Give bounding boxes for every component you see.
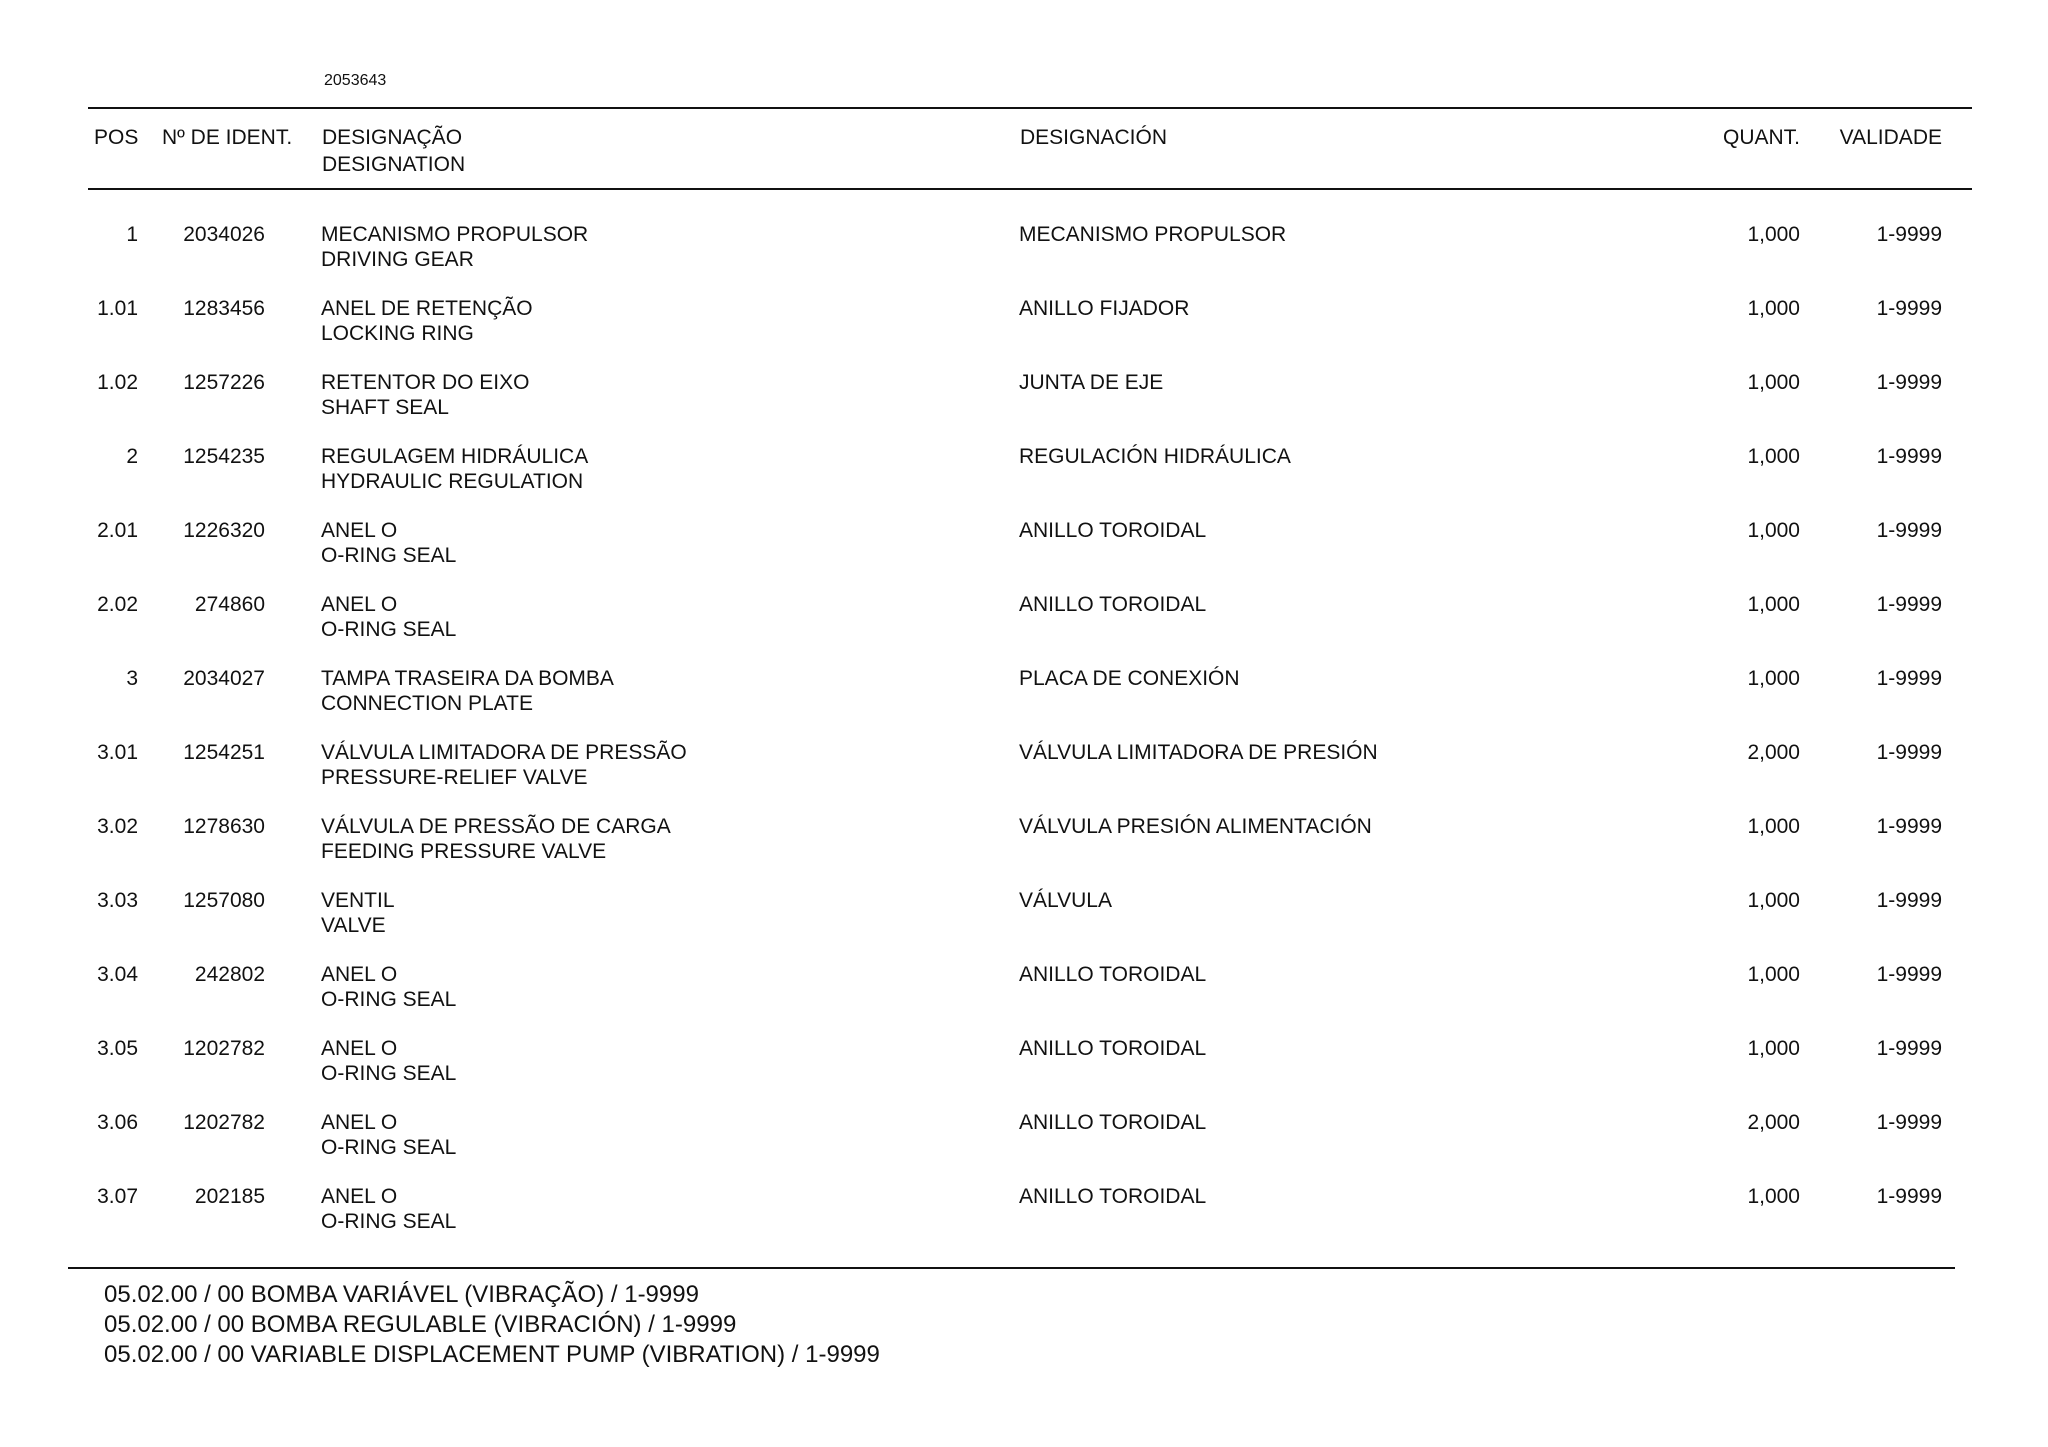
row-validity: 1-9999 <box>1876 667 1942 690</box>
row-designation-en: VALVE <box>321 914 386 937</box>
table-row <box>0 1110 2048 1184</box>
row-designation-en: DRIVING GEAR <box>321 248 474 271</box>
row-ident: 1257080 <box>183 889 265 912</box>
row-designation-es: MECANISMO PROPULSOR <box>1019 223 1287 246</box>
row-pos: 2.02 <box>97 593 138 616</box>
row-validity: 1-9999 <box>1876 963 1942 986</box>
row-designation-en: O-RING SEAL <box>321 544 457 567</box>
row-designation-pt: ANEL O <box>321 1111 398 1134</box>
table-row <box>0 1036 2048 1110</box>
row-designation-pt: ANEL O <box>321 963 398 986</box>
column-header-designation <box>322 124 465 178</box>
table-row <box>0 370 2048 444</box>
row-designation-pt: MECANISMO PROPULSOR <box>321 223 589 246</box>
row-designation-pt: VÁLVULA DE PRESSÃO DE CARGA <box>321 815 671 838</box>
row-designation-en: O-RING SEAL <box>321 1062 457 1085</box>
row-designation-es: VÁLVULA PRESIÓN ALIMENTACIÓN <box>1019 815 1372 838</box>
table-row <box>0 888 2048 962</box>
footer-line-en: 05.02.00 / 00 VARIABLE DISPLACEMENT PUMP (VIBRATION) / 1-9999 <box>104 1341 880 1368</box>
row-quantity: 1,000 <box>1747 815 1800 838</box>
row-designation-es: ANILLO TOROIDAL <box>1019 593 1207 616</box>
header-bottom-rule <box>88 188 1972 190</box>
table-row <box>0 666 2048 740</box>
row-pos: 2.01 <box>97 519 138 542</box>
row-pos: 1 <box>126 223 138 246</box>
row-validity: 1-9999 <box>1876 297 1942 320</box>
table-row <box>0 444 2048 518</box>
row-quantity: 1,000 <box>1747 1185 1800 1208</box>
row-quantity: 2,000 <box>1747 741 1800 764</box>
row-ident: 242802 <box>194 963 265 986</box>
row-pos: 3.04 <box>97 963 138 986</box>
row-pos: 3 <box>126 667 138 690</box>
row-quantity: 1,000 <box>1747 371 1800 394</box>
row-designation-pt: VÁLVULA LIMITADORA DE PRESSÃO <box>321 741 687 764</box>
row-pos: 3.02 <box>97 815 138 838</box>
row-quantity: 2,000 <box>1747 1111 1800 1134</box>
row-quantity: 1,000 <box>1747 889 1800 912</box>
row-designation-en: CONNECTION PLATE <box>321 692 533 715</box>
row-pos: 3.05 <box>97 1037 138 1060</box>
row-validity: 1-9999 <box>1876 445 1942 468</box>
row-designation-pt: REGULAGEM HIDRÁULICA <box>321 445 589 468</box>
header-top-rule <box>88 107 1972 109</box>
table-row <box>0 222 2048 296</box>
row-designation-en: LOCKING RING <box>321 322 474 345</box>
row-pos: 3.03 <box>97 889 138 912</box>
row-designation-pt: ANEL O <box>321 519 398 542</box>
row-ident: 1257226 <box>183 371 265 394</box>
row-validity: 1-9999 <box>1876 593 1942 616</box>
row-pos: 1.01 <box>97 297 138 320</box>
row-quantity: 1,000 <box>1747 1037 1800 1060</box>
row-designation-en: O-RING SEAL <box>321 988 457 1011</box>
table-row <box>0 592 2048 666</box>
row-quantity: 1,000 <box>1747 593 1800 616</box>
row-designation-pt: ANEL O <box>321 593 398 616</box>
row-pos: 3.06 <box>97 1111 138 1134</box>
row-pos: 3.07 <box>97 1185 138 1208</box>
row-quantity: 1,000 <box>1747 445 1800 468</box>
row-ident: 202185 <box>194 1185 265 1208</box>
table-row <box>0 518 2048 592</box>
row-designation-es: VÁLVULA LIMITADORA DE PRESIÓN <box>1019 741 1378 764</box>
column-header-pos: POS <box>94 126 139 149</box>
footer-line-pt: 05.02.00 / 00 BOMBA VARIÁVEL (VIBRAÇÃO) / 1-9999 <box>104 1281 699 1308</box>
row-validity: 1-9999 <box>1876 1111 1942 1134</box>
column-header-designation-es: DESIGNACIÓN <box>1020 126 1168 149</box>
row-validity: 1-9999 <box>1876 223 1942 246</box>
row-pos: 2 <box>126 445 138 468</box>
row-ident: 1226320 <box>183 519 265 542</box>
row-pos: 3.01 <box>97 741 138 764</box>
column-header-designation-pt: DESIGNAÇÃO <box>322 126 463 149</box>
row-designation-pt: ANEL O <box>321 1185 398 1208</box>
row-designation-en: O-RING SEAL <box>321 1210 457 1233</box>
column-header-quantity: QUANT. <box>1722 126 1800 149</box>
row-designation-pt: TAMPA TRASEIRA DA BOMBA <box>321 667 614 690</box>
row-pos: 1.02 <box>97 371 138 394</box>
row-quantity: 1,000 <box>1747 963 1800 986</box>
row-validity: 1-9999 <box>1876 371 1942 394</box>
row-ident: 1254235 <box>183 445 265 468</box>
row-designation-es: ANILLO TOROIDAL <box>1019 1185 1207 1208</box>
row-ident: 1283456 <box>183 297 265 320</box>
row-ident: 1278630 <box>183 815 265 838</box>
row-designation-en: O-RING SEAL <box>321 1136 457 1159</box>
column-header-validity: VALIDADE <box>1839 126 1942 149</box>
row-designation-en: PRESSURE-RELIEF VALVE <box>321 766 588 789</box>
row-designation-en: HYDRAULIC REGULATION <box>321 470 584 493</box>
row-ident: 2034027 <box>183 667 265 690</box>
row-ident: 1254251 <box>183 741 265 764</box>
table-row <box>0 296 2048 370</box>
table-row <box>0 1184 2048 1258</box>
row-designation-es: ANILLO TOROIDAL <box>1019 963 1207 986</box>
row-designation-es: ANILLO TOROIDAL <box>1019 1111 1207 1134</box>
column-header-ident: Nº DE IDENT. <box>162 126 293 149</box>
row-validity: 1-9999 <box>1876 889 1942 912</box>
row-validity: 1-9999 <box>1876 815 1942 838</box>
row-validity: 1-9999 <box>1876 1185 1942 1208</box>
row-designation-en: SHAFT SEAL <box>321 396 449 419</box>
row-validity: 1-9999 <box>1876 519 1942 542</box>
table-row <box>0 740 2048 814</box>
footer-rule <box>68 1267 1955 1269</box>
row-designation-en: O-RING SEAL <box>321 618 457 641</box>
row-designation-es: ANILLO TOROIDAL <box>1019 519 1207 542</box>
row-designation-en: FEEDING PRESSURE VALVE <box>321 840 607 863</box>
row-ident: 1202782 <box>183 1111 265 1134</box>
row-validity: 1-9999 <box>1876 1037 1942 1060</box>
document-number: 2053643 <box>324 72 387 89</box>
row-ident: 1202782 <box>183 1037 265 1060</box>
row-designation-es: JUNTA DE EJE <box>1019 371 1164 394</box>
row-designation-es: REGULACIÓN HIDRÁULICA <box>1019 445 1291 468</box>
row-quantity: 1,000 <box>1747 297 1800 320</box>
parts-list <box>0 222 2048 1258</box>
row-validity: 1-9999 <box>1876 741 1942 764</box>
row-designation-es: ANILLO FIJADOR <box>1019 297 1190 320</box>
row-designation-pt: ANEL O <box>321 1037 398 1060</box>
column-header-designation-en: DESIGNATION <box>322 153 466 176</box>
row-designation-pt: RETENTOR DO EIXO <box>321 371 530 394</box>
row-quantity: 1,000 <box>1747 223 1800 246</box>
table-row <box>0 814 2048 888</box>
footer-line-es: 05.02.00 / 00 BOMBA REGULABLE (VIBRACIÓN) / 1-9999 <box>104 1311 737 1338</box>
row-ident: 2034026 <box>183 223 265 246</box>
row-designation-pt: ANEL DE RETENÇÃO <box>321 297 533 320</box>
row-designation-pt: VENTIL <box>321 889 395 912</box>
row-quantity: 1,000 <box>1747 667 1800 690</box>
table-row <box>0 962 2048 1036</box>
row-designation-es: VÁLVULA <box>1019 889 1112 912</box>
row-quantity: 1,000 <box>1747 519 1800 542</box>
row-designation-es: PLACA DE CONEXIÓN <box>1019 667 1240 690</box>
row-ident: 274860 <box>194 593 265 616</box>
row-designation-es: ANILLO TOROIDAL <box>1019 1037 1207 1060</box>
assembly-footer <box>104 1280 880 1370</box>
